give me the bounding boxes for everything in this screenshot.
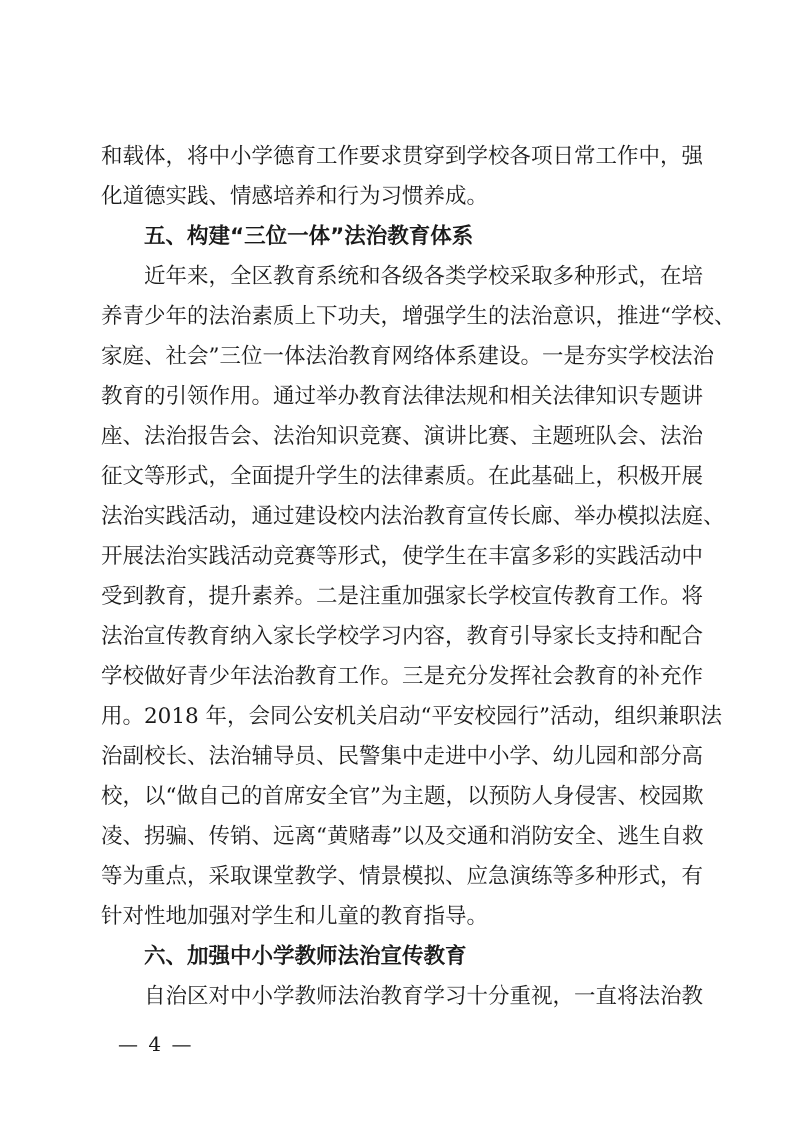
paragraph-line: 座、法治报告会、法治知识竞赛、演讲比赛、主题班队会、法治 [101, 424, 704, 449]
paragraph-line: 治副校长、法治辅导员、民警集中走进中小学、幼儿园和部分高 [101, 744, 704, 769]
paragraph-line: 学校做好青少年法治教育工作。三是充分发挥社会教育的补充作 [101, 664, 704, 689]
paragraph-line: 法治实践活动，通过建设校内法治教育宣传长廊、举办模拟法庭、 [101, 504, 725, 529]
paragraph-line: 养青少年的法治素质上下功夫，增强学生的法治意识，推进“学校、 [101, 304, 736, 329]
body-text [101, 137, 736, 1017]
paragraph-line: 法治宣传教育纳入家长学校学习内容，教育引导家长支持和配合 [101, 624, 704, 649]
paragraph-line: 自治区对中小学教师法治教育学习十分重视，一直将法治教 [144, 984, 704, 1009]
paragraph-line: 用。2018 年，会同公安机关启动“平安校园行”活动，组织兼职法 [101, 704, 723, 729]
paragraph-line: 征文等形式，全面提升学生的法律素质。在此基础上，积极开展 [101, 464, 704, 489]
paragraph-line: 化道德实践、情感培养和行为习惯养成。 [101, 184, 489, 209]
paragraph-line: 受到教育，提升素养。二是注重加强家长学校宣传教育工作。将 [101, 584, 704, 609]
page-number: — 4 — [118, 1032, 194, 1056]
paragraph-line: 家庭、社会”三位一体法治教育网络体系建设。一是夯实学校法治 [101, 344, 714, 369]
paragraph-line: 凌、拐骗、传销、远离“黄赌毒”以及交通和消防安全、逃生自救 [101, 824, 704, 849]
paragraph-line: 开展法治实践活动竞赛等形式，使学生在丰富多彩的实践活动中 [101, 544, 704, 569]
section-heading-5: 五、构建“三位一体”法治教育体系 [144, 224, 474, 249]
paragraph-line: 等为重点，采取课堂教学、情景模拟、应急演练等多种形式，有 [101, 864, 704, 889]
paragraph-line: 针对性地加强对学生和儿童的教育指导。 [101, 904, 489, 929]
paragraph-line: 近年来，全区教育系统和各级各类学校采取多种形式，在培 [144, 264, 704, 289]
paragraph-line: 和载体，将中小学德育工作要求贯穿到学校各项日常工作中，强 [101, 144, 704, 169]
section-heading-6: 六、加强中小学教师法治宣传教育 [144, 944, 467, 969]
paragraph-line: 教育的引领作用。通过举办教育法律法规和相关法律知识专题讲 [101, 384, 704, 409]
paragraph-line: 校，以“做自己的首席安全官”为主题，以预防人身侵害、校园欺 [101, 784, 704, 809]
